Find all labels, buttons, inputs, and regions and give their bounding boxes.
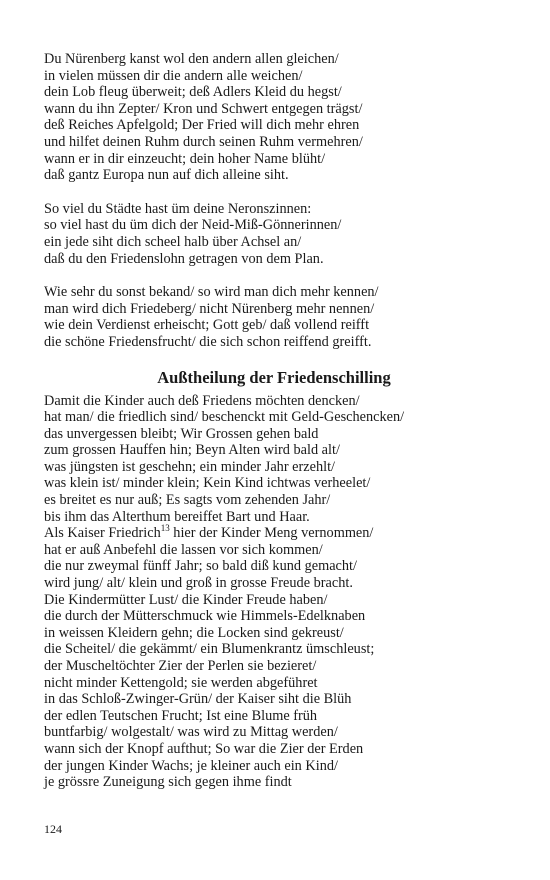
verse-line: was jüngsten ist geschehn; ein minder Jahr erzehlt/ (44, 458, 336, 475)
page-number: 124 (44, 822, 62, 836)
section-heading: Außtheilung der Friedenschilling (157, 367, 391, 387)
verse-line: deß Reiches Apfelgold; Der Fried will dich mehr ehren (44, 117, 360, 134)
verse-line: daß gantz Europa nun auf dich alleine siht. (44, 167, 289, 184)
verse-line: der edlen Teutschen Frucht; Ist eine Blume früh (44, 707, 318, 724)
verse-line: in vielen müssen dir die andern alle weichen/ (44, 67, 303, 84)
verse-line: das unvergessen bleibt; Wir Grossen gehen bald (44, 425, 319, 442)
stanza-4 (44, 393, 524, 791)
stanza-3 (44, 284, 524, 350)
verse-line: zum grossen Hauffen hin; Beyn Alten wird bald alt/ (44, 442, 340, 459)
verse-line: in das Schloß-Zwinger-Grün/ der Kaiser siht die Blüh (44, 691, 352, 708)
verse-line: der Muscheltöchter Zier der Perlen sie bezieret/ (44, 658, 317, 674)
verse-line: daß du den Friedenslohn getragen von dem Plan. (44, 250, 324, 267)
verse-line: nicht minder Kettengold; sie werden abgeführet (44, 674, 318, 691)
verse-line: die Scheitel/ die gekämmt/ ein Blumenkrantz ümschleust; (44, 641, 375, 658)
stanza-2 (44, 201, 524, 267)
stanza-1 (44, 51, 524, 184)
verse-line: die durch der Mütterschmuck wie Himmels-Edelknaben (44, 608, 366, 625)
footnote-marker[interactable]: 13 (160, 523, 170, 534)
verse-line: hat man/ die friedlich sind/ beschenckt mit Geld-Geschencken/ (44, 409, 405, 426)
document-page (44, 51, 524, 808)
verse-line: wann sich der Knopf aufthut; So war die Zier der Erden (44, 740, 364, 757)
verse-line: ein jede siht dich scheel halb über Achsel an/ (44, 233, 302, 250)
verse-line: So viel du Städte hast üm deine Neronszinnen: (44, 200, 312, 217)
verse-line: bis ihm das Alterthum bereiffet Bart und Haar. (44, 508, 310, 525)
verse-line: Die Kindermütter Lust/ die Kinder Freude haben/ (44, 591, 328, 608)
verse-line: dein Lob fleug überweit; deß Adlers Kleid du hegst/ (44, 84, 342, 101)
verse-line: so viel hast du üm dich der Neid-Miß-Gönnerinnen/ (44, 217, 342, 234)
verse-line: wann du ihn Zepter/ Kron und Schwert entgegen trägst/ (44, 100, 363, 117)
verse-line: buntfarbig/ wolgestalt/ was wird zu Mittag werden/ (44, 724, 338, 741)
verse-line: hat er auß Anbefehl die lassen vor sich kommen/ (44, 541, 323, 558)
verse-line: Damit die Kinder auch deß Friedens möchten dencken/ (44, 392, 360, 409)
verse-line: wird jung/ alt/ klein und groß in grosse Freude bracht. (44, 575, 353, 592)
verse-line: Du Nürenberg kanst wol den andern allen gleichen/ (44, 51, 339, 67)
verse-text: Als Kaiser Friedrich (44, 525, 161, 542)
verse-line: je grössre Zuneigung sich gegen ihme findt (44, 774, 292, 791)
verse-text: hier der Kinder Meng vernommen/ (169, 525, 374, 542)
verse-line: Wie sehr du sonst bekand/ so wird man dich mehr kennen/ (44, 284, 379, 301)
verse-line: man wird dich Friedeberg/ nicht Nürenberg mehr nennen/ (44, 300, 375, 317)
verse-line-with-footnote (44, 525, 524, 542)
verse-line: die nur zweymal fünff Jahr; so bald diß kund gemacht/ (44, 558, 357, 575)
verse-line: der jungen Kinder Wachs; je kleiner auch ein Kind/ (44, 757, 338, 774)
verse-line: und hilfet deinen Ruhm durch seinen Ruhm vermehren/ (44, 133, 363, 150)
verse-line: wie dein Verdienst erheischt; Gott geb/ daß vollend reifft (44, 317, 370, 334)
verse-line: wann er in dir einzeucht; dein hoher Name blüht/ (44, 150, 326, 167)
verse-line: was klein ist/ minder klein; Kein Kind ichtwas verheelet/ (44, 475, 371, 492)
verse-line: in weissen Kleidern gehn; die Locken sind gekreust/ (44, 624, 344, 641)
verse-line: es breitet es nur auß; Es sagts vom zehenden Jahr/ (44, 492, 331, 509)
verse-line: die schöne Friedensfrucht/ die sich schon reiffend greifft. (44, 333, 372, 350)
